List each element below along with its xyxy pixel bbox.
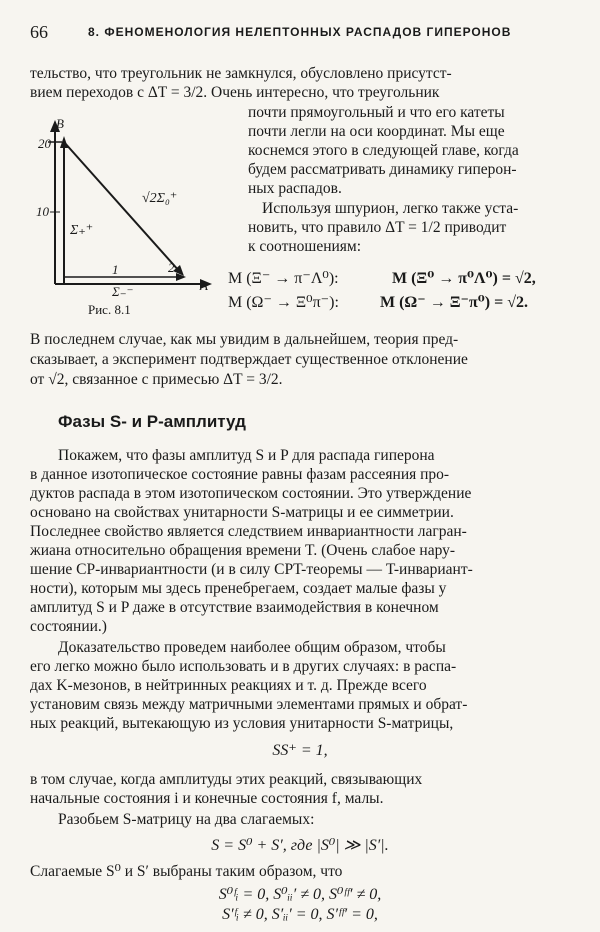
- intro-right-4: будем рассматривать динамику гиперон-: [248, 161, 517, 178]
- proof-line-4: установим связь между матричными элементами прямых и обрат-: [30, 696, 468, 713]
- show-line-6: жиана относительно обращения времени T. (Очень слабое нару-: [30, 542, 456, 559]
- label-2: 2: [168, 260, 175, 275]
- axis-a-label: A: [200, 278, 208, 293]
- show-line-2: в данное изотопическое состояние равны фазам рассеяния про-: [30, 466, 450, 483]
- conditions-row-1: S⁰ᶠᵢ = 0, S⁰ᵢᵢ′ ≠ 0, S⁰ᶠᶠ′ ≠ 0,: [218, 886, 382, 903]
- proof-line-3: дах K-мезонов, в нейтринных реакциях и т. д. Прежде всего: [30, 677, 427, 694]
- intro-right-8: к соотношениям:: [248, 238, 362, 255]
- relation-1-left: M (Ξ⁻ → π⁻Λ⁰):: [228, 270, 339, 287]
- sigma-plus-label: Σ₊⁺: [70, 223, 94, 238]
- intro-right-1: почти прямоугольный и что его катеты: [248, 104, 505, 121]
- proof-line-1: Доказательство проведем наиболее общим образом, чтобы: [58, 639, 446, 656]
- running-title: 8. ФЕНОМЕНОЛОГИЯ НЕЛЕПТОННЫХ РАСПАДОВ ГИПЕРОНОВ: [88, 25, 512, 39]
- unitarity-equation: SS⁺ = 1,: [272, 742, 328, 759]
- axis-b-label: B: [56, 116, 64, 131]
- show-line-3: дуктов распада в этом изотопическом состоянии. Это утверждение: [30, 485, 472, 502]
- intro-right-7: новить, что правило ΔT = 1/2 приводит: [248, 219, 507, 236]
- show-line-5: Последнее свойство является следствием инвариантности лагран-: [30, 523, 467, 540]
- intro-line-2: вием переходов с ΔT = 3/2. Очень интересно, что треугольник: [30, 84, 440, 101]
- show-line-7: шение CP-инвариантности (и в силу CPT-теоремы — T-инвариант-: [30, 561, 473, 578]
- small-line-1: в том случае, когда амплитуды этих реакций, связывающих: [30, 771, 423, 788]
- tick-20-label: 20: [38, 136, 51, 151]
- relation-2-left: M (Ω⁻ → Ξ⁰π⁻):: [228, 294, 339, 311]
- label-1: 1: [112, 262, 119, 277]
- split-equation: S = S⁰ + S′, где |S⁰| ≫ |S′|.: [211, 837, 389, 854]
- page-number: 66: [30, 22, 48, 42]
- last-case-line-2: сказывает, а эксперимент подтверждает существенное отклонение: [30, 351, 468, 368]
- intro-right-6: Используя шпурион, легко также уста-: [262, 200, 519, 217]
- page-header: [30, 22, 570, 42]
- chosen-paragraph: Слагаемые S⁰ и S′ выбраны таким образом, что: [30, 863, 343, 880]
- figure-diagram: [30, 114, 220, 304]
- intro-right-2: почти легли на оси координат. Мы еще: [248, 123, 505, 140]
- relation-1-right: M (Ξ⁰ → π⁰Λ⁰) = √2,: [392, 270, 536, 287]
- relation-2-right: M (Ω⁻ → Ξ⁻π⁰) = √2.: [380, 294, 528, 311]
- hypotenuse-label: √2Σ₀⁺: [142, 191, 178, 206]
- intro-right-3: коснемся этого в следующей главе, когда: [248, 142, 519, 159]
- show-line-10: состоянии.): [30, 618, 107, 635]
- last-case-line-1: В последнем случае, как мы увидим в дальнейшем, теория пред-: [30, 331, 459, 348]
- show-line-4: основано на свойствах унитарности S-матрицы и ее симметрии.: [30, 504, 454, 521]
- conditions-row-2: S′ᶠᵢ ≠ 0, S′ᵢᵢ′ = 0, S′ᶠᶠ′ = 0,: [222, 906, 378, 923]
- section-title: Фазы S- и P-амплитуд: [58, 412, 246, 431]
- figure-8-1: [30, 114, 220, 320]
- last-case-line-3: от √2, связанное с примесью ΔT = 3/2.: [30, 371, 283, 388]
- figure-caption: Рис. 8.1: [88, 302, 131, 317]
- proof-line-5: ных реакций, вытекающую из условия унитарности S-матрицы,: [30, 715, 454, 732]
- sigma-minus-label: Σ₋⁻: [112, 284, 134, 299]
- split-paragraph: Разобьем S-матрицу на два слагаемых:: [58, 811, 315, 828]
- show-line-1: Покажем, что фазы амплитуд S и P для распада гиперона: [58, 447, 435, 464]
- proof-line-2: его легко можно было использовать и в других случаях: в распа-: [30, 658, 457, 675]
- tick-10-label: 10: [36, 204, 49, 219]
- intro-right-5: ных распадов.: [248, 180, 342, 197]
- small-line-2: начальные состояния i и конечные состояния f, малы.: [30, 790, 384, 807]
- show-line-8: ности), которым мы здесь пренебрегаем, создает малые фазы у: [30, 580, 447, 597]
- show-line-9: амплитуд S и P даже в отсутствие взаимодействия в конечном: [30, 599, 439, 616]
- hypotenuse-vector: [64, 142, 180, 272]
- intro-line-1: тельство, что треугольник не замкнулся, обусловлено присутст-: [30, 65, 452, 82]
